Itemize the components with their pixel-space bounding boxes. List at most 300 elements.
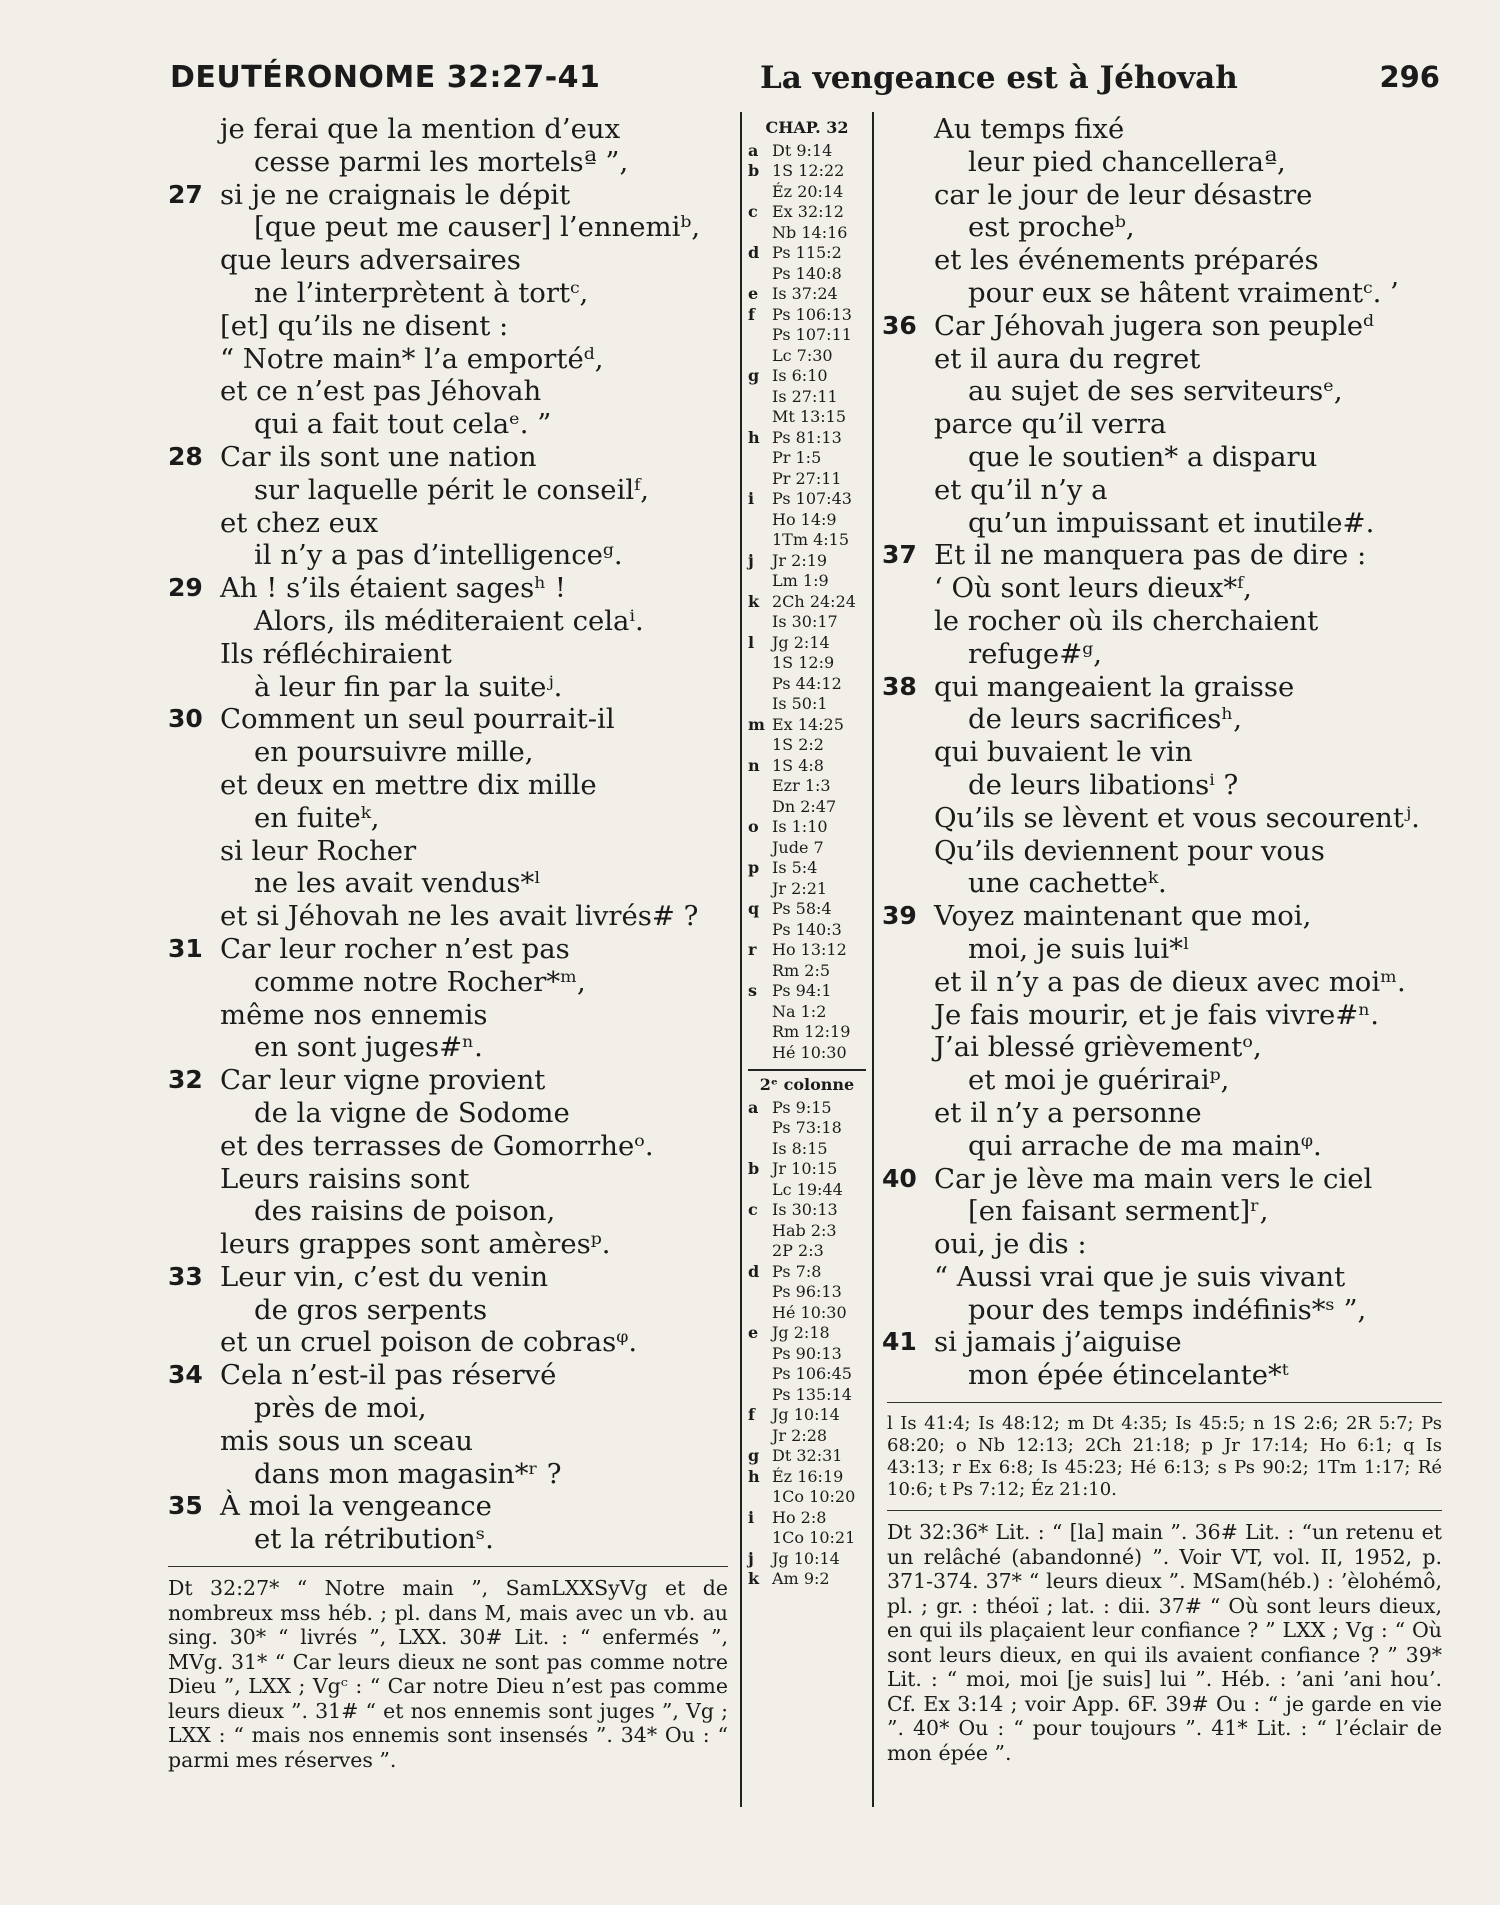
verse-line: [882, 113, 1442, 146]
verse-text: Leur vin, c’est du venin: [220, 1260, 549, 1293]
reference-entry[interactable]: Ho 14:9: [772, 509, 837, 529]
reference-letter: g: [748, 366, 760, 385]
reference-entry[interactable]: Ps 7:8: [772, 1261, 822, 1281]
verse-text: et deux en mettre dix mille: [220, 768, 597, 801]
reference-entry[interactable]: 1S 12:22: [772, 161, 845, 180]
verse-line: [168, 1195, 736, 1228]
verse-line: [168, 539, 736, 572]
verse-line: [168, 867, 736, 900]
verse-line: [168, 211, 736, 244]
footnote-right-references: l Is 41:4; Is 48:12; m Dt 4:35; Is 45:5; n 1S 2:6; 2R 5:7; Ps 68:20; o Nb 12:13; 2Ch 21:18; p Jr 17:14; Ho 6:1; q Is 43:13; r Ex 6:8; Is 45:23; Hé 6:13; s Ps 90:2; 1Tm 1:17; Ré 10:6; t Ps 7:12; Éz 21:10.: [887, 1413, 1442, 1500]
verse-line: [882, 1130, 1442, 1163]
reference-letter: g: [748, 1446, 760, 1465]
verse-text: en fuiteᵏ,: [254, 801, 380, 834]
verse-text: qui buvaient le vin: [934, 736, 1193, 769]
verse-line: [882, 638, 1442, 671]
verse-text: refuge#ᵍ,: [968, 637, 1102, 670]
reference-entry[interactable]: Ps 140:8: [772, 263, 842, 283]
verse-line: [168, 310, 736, 343]
reference-letter: a: [748, 1097, 759, 1117]
verse-text: de la vigne de Sodome: [254, 1096, 570, 1129]
reference-group: [748, 1446, 866, 1467]
reference-group: [748, 1467, 866, 1508]
verse-number: 38: [882, 671, 917, 701]
reference-group: [748, 366, 866, 428]
reference-letter: l: [748, 632, 755, 652]
reference-entry[interactable]: 1Co 10:21: [772, 1528, 856, 1547]
reference-entry[interactable]: Is 30:13: [772, 1200, 838, 1219]
verse-line: [168, 835, 736, 868]
reference-letter: e: [748, 284, 759, 303]
verse-text: leur pied chancelleraª,: [968, 145, 1286, 178]
verse-line: [882, 507, 1442, 540]
verse-line: [168, 638, 736, 671]
verse-line: [168, 572, 736, 605]
reference-entry[interactable]: Éz 20:14: [772, 181, 844, 201]
verse-number: 35: [168, 1491, 203, 1521]
verse-text: Car leur rocher n’est pas: [220, 932, 570, 965]
verse-text: je ferai que la mention d’eux: [220, 113, 621, 145]
verse-text: ne les avait vendus*ˡ: [254, 867, 541, 900]
verse-line: [882, 999, 1442, 1032]
verse-text: de leurs libationsⁱ ?: [968, 768, 1239, 801]
verse-text: qu’un impuissant et inutile#.: [968, 506, 1375, 539]
verse-line: [882, 736, 1442, 769]
reference-entry[interactable]: Ps 81:13: [772, 427, 842, 447]
reference-entry[interactable]: Ps 107:43: [772, 489, 852, 508]
verse-text: Qu’ils deviennent pour vous: [934, 834, 1325, 867]
verse-line: [168, 966, 736, 999]
reference-entry[interactable]: 2Ch 24:24: [772, 591, 856, 611]
verse-text: qui arrache de ma mainᵠ.: [968, 1129, 1322, 1162]
reference-entry[interactable]: Ex 14:25: [772, 714, 844, 734]
verse-line: [168, 179, 736, 212]
verse-text: Ils réfléchiraient: [220, 637, 452, 670]
verse-text: Comment un seul pourrait-il: [220, 703, 615, 736]
reference-entry[interactable]: Ho 2:8: [772, 1507, 827, 1527]
reference-entry[interactable]: Mt 13:15: [772, 407, 847, 426]
column-divider-left: [740, 112, 742, 1807]
reference-letter: j: [748, 550, 754, 570]
verse-line: [882, 802, 1442, 835]
verse-text: en poursuivre mille,: [254, 736, 534, 769]
verse-text: et les événements préparés: [934, 244, 1319, 277]
reference-group: [748, 592, 866, 633]
verse-line: [168, 1228, 736, 1261]
reference-group: [748, 899, 866, 940]
verse-line: [168, 769, 736, 802]
reference-group: [748, 305, 866, 367]
verse-number: 33: [168, 1261, 203, 1291]
reference-entry[interactable]: 1S 12:9: [772, 653, 835, 672]
verse-line: [882, 1326, 1442, 1359]
verse-text: Au temps fixé: [934, 113, 1125, 145]
verse-line: [168, 1490, 736, 1523]
verse-text: et chez eux: [220, 506, 379, 539]
reference-entry[interactable]: Lm 1:9: [772, 571, 829, 590]
reference-entry[interactable]: Ps 107:11: [772, 325, 852, 344]
verse-line: [882, 244, 1442, 277]
verse-text: Car Jéhovah jugera son peupleᵈ: [934, 309, 1375, 342]
verse-line: [882, 1359, 1442, 1392]
reference-entry[interactable]: Ps 44:12: [772, 673, 842, 693]
verse-text: leurs grappes sont amèresᵖ.: [220, 1228, 611, 1261]
verse-line: [882, 1228, 1442, 1261]
verse-text: à leur fin par la suiteʲ.: [254, 670, 563, 703]
reference-entry[interactable]: Jg 2:18: [772, 1323, 830, 1342]
reference-group: [748, 202, 866, 243]
reference-group: [748, 161, 866, 202]
verse-text: si je ne craignais le dépit: [220, 178, 571, 211]
reference-entry[interactable]: Ps 106:13: [772, 304, 852, 324]
reference-entry[interactable]: Jr 2:21: [772, 878, 828, 898]
reference-letter: k: [748, 591, 760, 611]
reference-entry[interactable]: Jg 10:14: [772, 1548, 840, 1568]
verse-line: [882, 211, 1442, 244]
verse-text: Voyez maintenant que moi,: [934, 900, 1312, 933]
verse-text: [et] qu’ils ne disent :: [220, 309, 509, 342]
reference-group: [748, 243, 866, 284]
verse-line: [882, 1064, 1442, 1097]
verse-text: en sont juges#ⁿ.: [254, 1031, 483, 1064]
verse-number: 40: [882, 1163, 917, 1193]
verse-line: [882, 1031, 1442, 1064]
reference-letter: q: [748, 899, 760, 918]
verse-text: pour eux se hâtent vraimentᶜ. ’: [968, 276, 1399, 309]
verse-text: cesse parmi les mortelsª ”,: [254, 145, 629, 178]
verse-text: qui mangeaient la graisse: [934, 670, 1295, 703]
reference-letter: k: [748, 1569, 760, 1588]
verse-line: [168, 1425, 736, 1458]
verse-line: [882, 1261, 1442, 1294]
reference-entry[interactable]: Am 9:2: [772, 1569, 830, 1588]
verse-line: [168, 703, 736, 736]
verse-text: pour des temps indéfinis*ˢ ”,: [968, 1293, 1367, 1326]
reference-entry[interactable]: 1Co 10:20: [772, 1487, 856, 1506]
reference-entry[interactable]: Jr 10:15: [772, 1159, 838, 1178]
reference-entry[interactable]: Ho 13:12: [772, 940, 847, 959]
reference-group: [748, 489, 866, 551]
reference-entry[interactable]: Ps 90:13: [772, 1343, 842, 1363]
verse-line: [882, 900, 1442, 933]
reference-letter: a: [748, 140, 759, 160]
verse-line: [882, 671, 1442, 704]
reference-group: [748, 756, 866, 818]
verse-text: des raisins de poison,: [254, 1195, 556, 1228]
reference-entry[interactable]: 1S 2:2: [772, 735, 824, 754]
verse-line: [882, 933, 1442, 966]
verse-number: 39: [882, 901, 917, 931]
reference-group: [748, 715, 866, 756]
reference-entry[interactable]: Jg 2:14: [772, 632, 830, 652]
verse-line: [168, 736, 736, 769]
verse-number: 29: [168, 573, 203, 603]
reference-letter: f: [748, 304, 755, 324]
reference-entry[interactable]: 1Tm 4:15: [772, 530, 850, 549]
verse-text: Je fais mourir, et je fais vivre#ⁿ.: [934, 998, 1379, 1031]
verse-line: [168, 605, 736, 638]
verse-text: parce qu’il verra: [934, 408, 1167, 441]
verse-line: [882, 343, 1442, 376]
verse-text: ‘ Où sont leurs dieux*ᶠ,: [934, 572, 1252, 605]
verse-line: [168, 1392, 736, 1425]
verse-text: car le jour de leur désastre: [934, 178, 1313, 211]
reference-group: [748, 1098, 866, 1160]
reference-entry[interactable]: Jr 2:19: [772, 550, 828, 570]
reference-entry[interactable]: Ps 94:1: [772, 981, 832, 1000]
reference-entry[interactable]: Dt 9:14: [772, 140, 833, 160]
verse-number: 27: [168, 179, 203, 209]
verse-line: [168, 1326, 736, 1359]
verse-text: oui, je dis :: [934, 1228, 1087, 1261]
reference-group: [748, 1569, 866, 1590]
chapter-label: CHAP. 32: [765, 118, 849, 137]
verse-line: [168, 1097, 736, 1130]
column-divider-right: [872, 112, 874, 1807]
verse-text: et des terrasses de Gomorrheᵒ.: [220, 1129, 654, 1162]
page-header: [170, 60, 1440, 104]
verse-text: comme notre Rocher*ᵐ,: [254, 965, 586, 998]
verse-line: [882, 1163, 1442, 1196]
reference-entry[interactable]: Ps 115:2: [772, 243, 842, 262]
verse-line: [882, 1195, 1442, 1228]
verse-line: [882, 375, 1442, 408]
verse-line: [168, 113, 736, 146]
reference-group: [748, 1508, 866, 1549]
verse-text: et ce n’est pas Jéhovah: [220, 375, 542, 408]
verse-line: [882, 179, 1442, 212]
verse-line: [168, 1163, 736, 1196]
reference-group: [748, 284, 866, 305]
reference-group: [748, 1262, 866, 1324]
verse-text: et il n’y a pas de dieux avec moiᵐ.: [934, 965, 1406, 998]
reference-entry[interactable]: Ps 140:3: [772, 919, 842, 939]
cross-reference-column: [748, 118, 866, 1590]
reference-group: [748, 1159, 866, 1200]
reference-letter: e: [748, 1323, 759, 1342]
verse-text: et il aura du regret: [934, 342, 1201, 375]
verse-line: [168, 1261, 736, 1294]
reference-entry[interactable]: Lc 7:30: [772, 345, 833, 365]
verse-text: Car ils sont une nation: [220, 440, 537, 473]
verse-number: 31: [168, 933, 203, 963]
verse-text: de gros serpents: [254, 1293, 488, 1326]
verse-line: [168, 474, 736, 507]
verse-line: [168, 1523, 736, 1556]
verse-text: sur laquelle périt le conseilᶠ,: [254, 473, 650, 506]
reference-group: [748, 1200, 866, 1262]
verse-line: [168, 1031, 736, 1064]
reference-group: [748, 428, 866, 490]
verse-text: si jamais j’aiguise: [934, 1326, 1182, 1359]
verse-text: [que peut me causer] l’ennemiᵇ,: [254, 211, 701, 244]
verse-text: ne l’interprètent à tortᶜ,: [254, 276, 589, 309]
reference-group: [748, 551, 866, 592]
verse-line: [882, 277, 1442, 310]
verse-text: que leurs adversaires: [220, 244, 521, 277]
reference-entry[interactable]: Ezr 1:3: [772, 776, 831, 795]
verse-line: [168, 277, 736, 310]
verse-text: que le soutien* a disparu: [968, 440, 1318, 473]
reference-letter: h: [748, 1466, 760, 1486]
verse-text: “ Aussi vrai que je suis vivant: [934, 1260, 1346, 1293]
reference-entry[interactable]: Is 8:15: [772, 1138, 828, 1158]
reference-entry[interactable]: Hé 10:30: [772, 1302, 847, 1322]
reference-entry[interactable]: Jr 2:28: [772, 1425, 828, 1445]
verse-number: 36: [882, 310, 917, 340]
verse-line: [168, 671, 736, 704]
reference-entry[interactable]: Ps 135:14: [772, 1384, 852, 1404]
reference-entry[interactable]: Is 1:10: [772, 817, 828, 836]
verse-text: moi, je suis lui*ˡ: [968, 932, 1190, 965]
verse-text: Cela n’est-il pas réservé: [220, 1359, 557, 1392]
reference-entry[interactable]: Ps 73:18: [772, 1118, 842, 1137]
ref-separator: [748, 1069, 866, 1071]
verse-line: [168, 1458, 736, 1491]
reference-letter: h: [748, 427, 760, 447]
reference-entry[interactable]: Jude 7: [772, 837, 824, 857]
verse-text: au sujet de ses serviteursᵉ,: [968, 375, 1343, 408]
reference-entry[interactable]: Ps 58:4: [772, 899, 832, 918]
verse-text: Car je lève ma main vers le ciel: [934, 1162, 1373, 1195]
verse-line: [882, 835, 1442, 868]
verse-text: le rocher où ils cherchaient: [934, 604, 1319, 637]
reference-entry[interactable]: Is 37:24: [772, 284, 838, 303]
verse-line: [882, 539, 1442, 572]
verse-line: [168, 1359, 736, 1392]
reference-entry[interactable]: Is 50:1: [772, 694, 828, 713]
reference-letter: c: [748, 202, 758, 221]
verse-line: [882, 605, 1442, 638]
verse-line: [882, 474, 1442, 507]
reference-entry[interactable]: Hab 2:3: [772, 1220, 837, 1240]
verse-line: [882, 1294, 1442, 1327]
verse-line: [882, 867, 1442, 900]
verse-line: [168, 1294, 736, 1327]
verse-line: [168, 802, 736, 835]
verse-line: [168, 507, 736, 540]
footnote-rule-right: [887, 1402, 1442, 1403]
verse-text: Alors, ils méditeraient celaⁱ.: [254, 604, 644, 637]
reference-entry[interactable]: Éz 16:19: [772, 1466, 844, 1486]
reference-entry[interactable]: Ps 106:45: [772, 1364, 852, 1383]
verse-text: une cachetteᵏ.: [968, 867, 1167, 900]
verse-text: Et il ne manquera pas de dire :: [934, 539, 1367, 572]
verse-text: mon épée étincelante*ᵗ: [968, 1359, 1289, 1392]
verse-text: de leurs sacrificesʰ,: [968, 703, 1243, 736]
reference-letter: b: [748, 161, 760, 180]
verse-line: [882, 703, 1442, 736]
reference-letter: j: [748, 1548, 754, 1568]
book-reference: DEUTÉRONOME 32:27-41: [170, 60, 601, 95]
verse-text: [en faisant serment]ʳ,: [968, 1195, 1269, 1228]
reference-letter: i: [748, 489, 755, 508]
reference-entry[interactable]: Pr 27:11: [772, 468, 842, 488]
reference-entry[interactable]: Is 27:11: [772, 386, 838, 406]
verse-text: il n’y a pas d’intelligenceᵍ.: [254, 539, 623, 572]
verse-line: [168, 999, 736, 1032]
footnote-right: Dt 32:36* Lit. : “ [la] main ”. 36# Lit. : “un retenu et un relâché (abandonné) ”. Voir VT, vol. II, 1952, p. 371-374. 37* “ leurs dieux ”. MSam(héb.) : ’èlohémô, pl. ; gr. : théoï ; lat. : dii. 37# “ Où sont leurs dieux, en qui ils plaçaient leur confiance ? ” LXX ; Vg : “ Où sont leurs dieux, en qui ils avaient confiance ? ” 39* Lit. : “ moi, moi [je suis] lui ”. Héb. : ’ani ’ani hou’. Cf. Ex 3:14 ; voir App. 6F. 39# Ou : “ je garde en vie ”. 40* Ou : “ pour toujours ”. 41* Lit. : “ l’éclair de mon épée ”.: [887, 1520, 1442, 1765]
verse-line: [168, 1064, 736, 1097]
reference-entry[interactable]: Pr 1:5: [772, 448, 822, 467]
reference-entry[interactable]: Ex 32:12: [772, 202, 844, 221]
reference-entry[interactable]: Nb 14:16: [772, 222, 848, 242]
verse-line: [168, 375, 736, 408]
reference-entry[interactable]: Jg 10:14: [772, 1405, 840, 1424]
second-column-label: 2ᵉ colonne: [759, 1075, 855, 1094]
cross-references-first: [748, 141, 866, 1064]
verse-line: [882, 146, 1442, 179]
verse-line: [882, 769, 1442, 802]
reference-entry[interactable]: Lc 19:44: [772, 1179, 843, 1199]
reference-entry[interactable]: Dn 2:47: [772, 796, 837, 816]
verse-text: et la rétributionˢ.: [254, 1523, 494, 1556]
page-number: 296: [1379, 60, 1440, 94]
footnote-rule-left: [168, 1566, 728, 1567]
reference-letter: f: [748, 1405, 755, 1424]
reference-entry[interactable]: Is 6:10: [772, 366, 828, 385]
verse-line: [882, 572, 1442, 605]
verse-line: [882, 966, 1442, 999]
reference-letter: i: [748, 1507, 755, 1527]
reference-entry[interactable]: Is 30:17: [772, 612, 838, 631]
reference-entry[interactable]: Is 5:4: [772, 858, 818, 877]
verse-line: [882, 310, 1442, 343]
reference-group: [748, 817, 866, 858]
verse-line: [882, 441, 1442, 474]
verse-text: J’ai blessé grièvementᵒ,: [934, 1031, 1262, 1064]
reference-letter: m: [748, 714, 765, 734]
verse-text: Ah ! s’ils étaient sagesʰ !: [220, 572, 566, 605]
verse-line: [168, 146, 736, 179]
reference-letter: o: [748, 817, 759, 836]
verse-text: même nos ennemis: [220, 998, 488, 1031]
verse-text: dans mon magasin*ʳ ?: [254, 1457, 562, 1490]
reference-entry[interactable]: Ps 9:15: [772, 1097, 832, 1117]
verse-number: 34: [168, 1360, 203, 1390]
reference-entry[interactable]: 2P 2:3: [772, 1241, 824, 1260]
reference-letter: n: [748, 755, 760, 775]
reference-entry[interactable]: Dt 32:31: [772, 1446, 843, 1465]
reference-entry[interactable]: Rm 2:5: [772, 960, 831, 980]
reference-entry[interactable]: Ps 96:13: [772, 1282, 842, 1301]
verse-line: [168, 933, 736, 966]
verse-line: [168, 408, 736, 441]
verse-number: 30: [168, 704, 203, 734]
verse-line: [168, 441, 736, 474]
verse-number: 32: [168, 1065, 203, 1095]
reference-group: [748, 981, 866, 1063]
verse-number: 41: [882, 1327, 917, 1357]
reference-group: [748, 1323, 866, 1405]
reference-entry[interactable]: Hé 10:30: [772, 1042, 847, 1062]
reference-letter: d: [748, 243, 760, 262]
reference-letter: d: [748, 1261, 760, 1281]
reference-group: [748, 141, 866, 162]
verse-text: Car leur vigne provient: [220, 1064, 546, 1097]
reference-entry[interactable]: Na 1:2: [772, 1001, 827, 1021]
reference-group: [748, 940, 866, 981]
reference-entry[interactable]: Rm 12:19: [772, 1022, 851, 1041]
footnote-left: Dt 32:27* “ Notre main ”, SamLXXSyVg et de nombreux mss héb. ; pl. dans M, mais avec un vb. au sing. 30* “ livrés ”, LXX. 30# Lit. : “ enfermés ”, MVg. 31* “ Car leurs dieux ne sont pas comme notre Dieu ”, LXX ; Vgᶜ : “ Car notre Dieu n’est pas comme leurs dieux ”. 31# “ et nos ennemis sont juges ”, Vg ; LXX : “ mais nos ennemis sont insensés ”. 34* Ou : “ parmi mes réserves ”.: [168, 1576, 728, 1772]
reference-entry[interactable]: 1S 4:8: [772, 755, 824, 775]
reference-letter: c: [748, 1200, 758, 1219]
verse-line: [168, 244, 736, 277]
verse-text: et qu’il n’y a: [934, 473, 1108, 506]
reference-group: [748, 1405, 866, 1446]
verse-text: Qu’ils se lèvent et vous secourentʲ.: [934, 801, 1420, 834]
verse-text: et un cruel poison de cobrasᵠ.: [220, 1326, 638, 1359]
